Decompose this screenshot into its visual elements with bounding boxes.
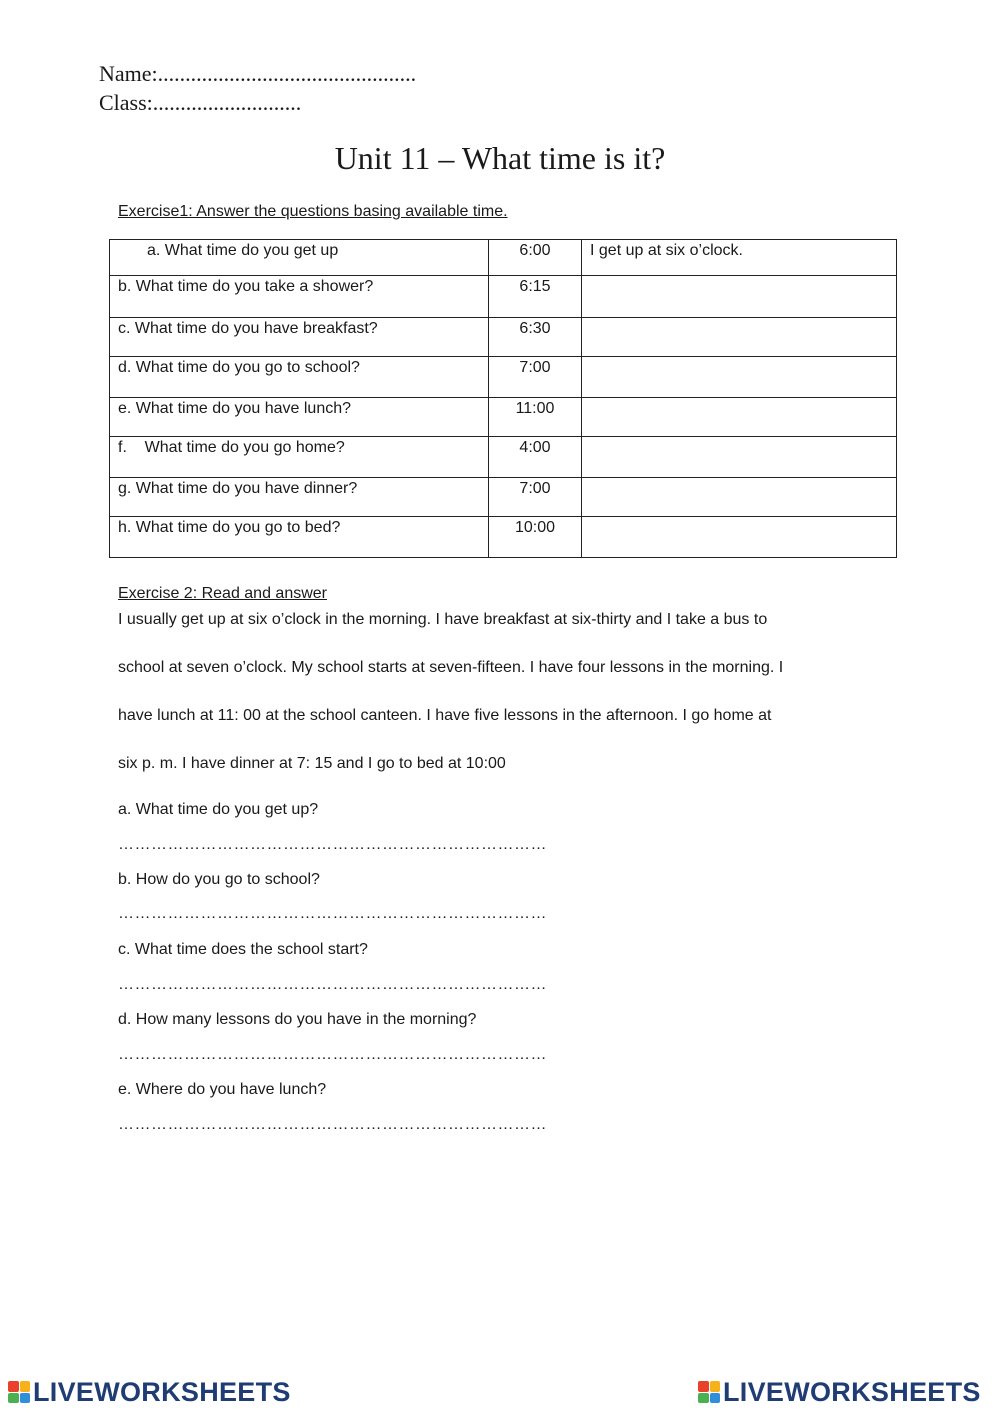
liveworksheets-logo-left: [8, 1378, 291, 1406]
name-field[interactable]: Name:...............................................: [99, 61, 417, 86]
question-cell: b. What time do you take a shower?: [110, 276, 489, 318]
answer-line-a[interactable]: ……………………………………………………………………: [118, 836, 547, 853]
answer-line-b[interactable]: ……………………………………………………………………: [118, 905, 547, 922]
time-cell: 4:00: [489, 437, 582, 478]
answer-cell[interactable]: [582, 398, 897, 437]
question-cell: d. What time do you go to school?: [110, 357, 489, 398]
answer-line-d[interactable]: ……………………………………………………………………: [118, 1046, 547, 1063]
exercise1-heading: Exercise1: Answer the questions basing available time.: [118, 203, 508, 220]
reading-passage: [118, 596, 878, 788]
time-cell: 11:00: [489, 398, 582, 437]
liveworksheets-logo-icon: [8, 1381, 30, 1403]
question-a: a. What time do you get up?: [118, 801, 319, 818]
table-row: [110, 276, 897, 318]
answer-cell[interactable]: [582, 437, 897, 478]
exercise2-heading: Exercise 2: Read and answer: [118, 585, 327, 602]
question-d: d. How many lessons do you have in the morning?: [118, 1011, 477, 1028]
question-c: c. What time does the school start?: [118, 941, 368, 958]
time-cell: 7:00: [489, 357, 582, 398]
table-row: [110, 437, 897, 478]
logo-wordmark: LIVEWORKSHEETS: [723, 1376, 981, 1407]
logo-wordmark: LIVEWORKSHEETS: [33, 1376, 291, 1407]
question-cell: f. What time do you go home?: [110, 437, 489, 478]
passage-line: six p. m. I have dinner at 7: 15 and I go to bed at 10:00: [118, 755, 506, 772]
page-title: Unit 11 – What time is it?: [334, 140, 666, 176]
passage-line: have lunch at 11: 00 at the school canteen. I have five lessons in the afternoon. I go home at: [118, 707, 772, 724]
time-cell: 6:15: [489, 276, 582, 318]
answer-cell[interactable]: [582, 357, 897, 398]
question-cell: a. What time do you get up: [110, 240, 489, 276]
table-row: [110, 318, 897, 357]
answer-line-e[interactable]: ……………………………………………………………………: [118, 1116, 547, 1133]
question-e: e. Where do you have lunch?: [118, 1081, 327, 1098]
passage-line: I usually get up at six o’clock in the morning. I have breakfast at six-thirty and I take a bus to: [118, 611, 768, 628]
passage-line: school at seven o’clock. My school starts at seven-fifteen. I have four lessons in the morning. I: [118, 659, 784, 676]
table-row: [110, 478, 897, 517]
question-b: b. How do you go to school?: [118, 871, 320, 888]
question-cell: c. What time do you have breakfast?: [110, 318, 489, 357]
table-row: [110, 240, 897, 276]
answer-cell[interactable]: I get up at six o’clock.: [582, 240, 897, 276]
table-row: [110, 398, 897, 437]
time-cell: 7:00: [489, 478, 582, 517]
table-row: [110, 517, 897, 558]
liveworksheets-logo-right: [698, 1378, 981, 1406]
time-cell: 6:00: [489, 240, 582, 276]
answer-cell[interactable]: [582, 517, 897, 558]
answer-cell[interactable]: [582, 318, 897, 357]
answer-line-c[interactable]: ……………………………………………………………………: [118, 976, 547, 993]
time-cell: 6:30: [489, 318, 582, 357]
question-cell: g. What time do you have dinner?: [110, 478, 489, 517]
answer-cell[interactable]: [582, 276, 897, 318]
liveworksheets-logo-icon: [698, 1381, 720, 1403]
exercise1-table: [109, 239, 897, 558]
time-cell: 10:00: [489, 517, 582, 558]
class-field[interactable]: Class:...........................: [99, 90, 302, 115]
table-row: [110, 357, 897, 398]
question-cell: e. What time do you have lunch?: [110, 398, 489, 437]
answer-cell[interactable]: [582, 478, 897, 517]
question-cell: h. What time do you go to bed?: [110, 517, 489, 558]
